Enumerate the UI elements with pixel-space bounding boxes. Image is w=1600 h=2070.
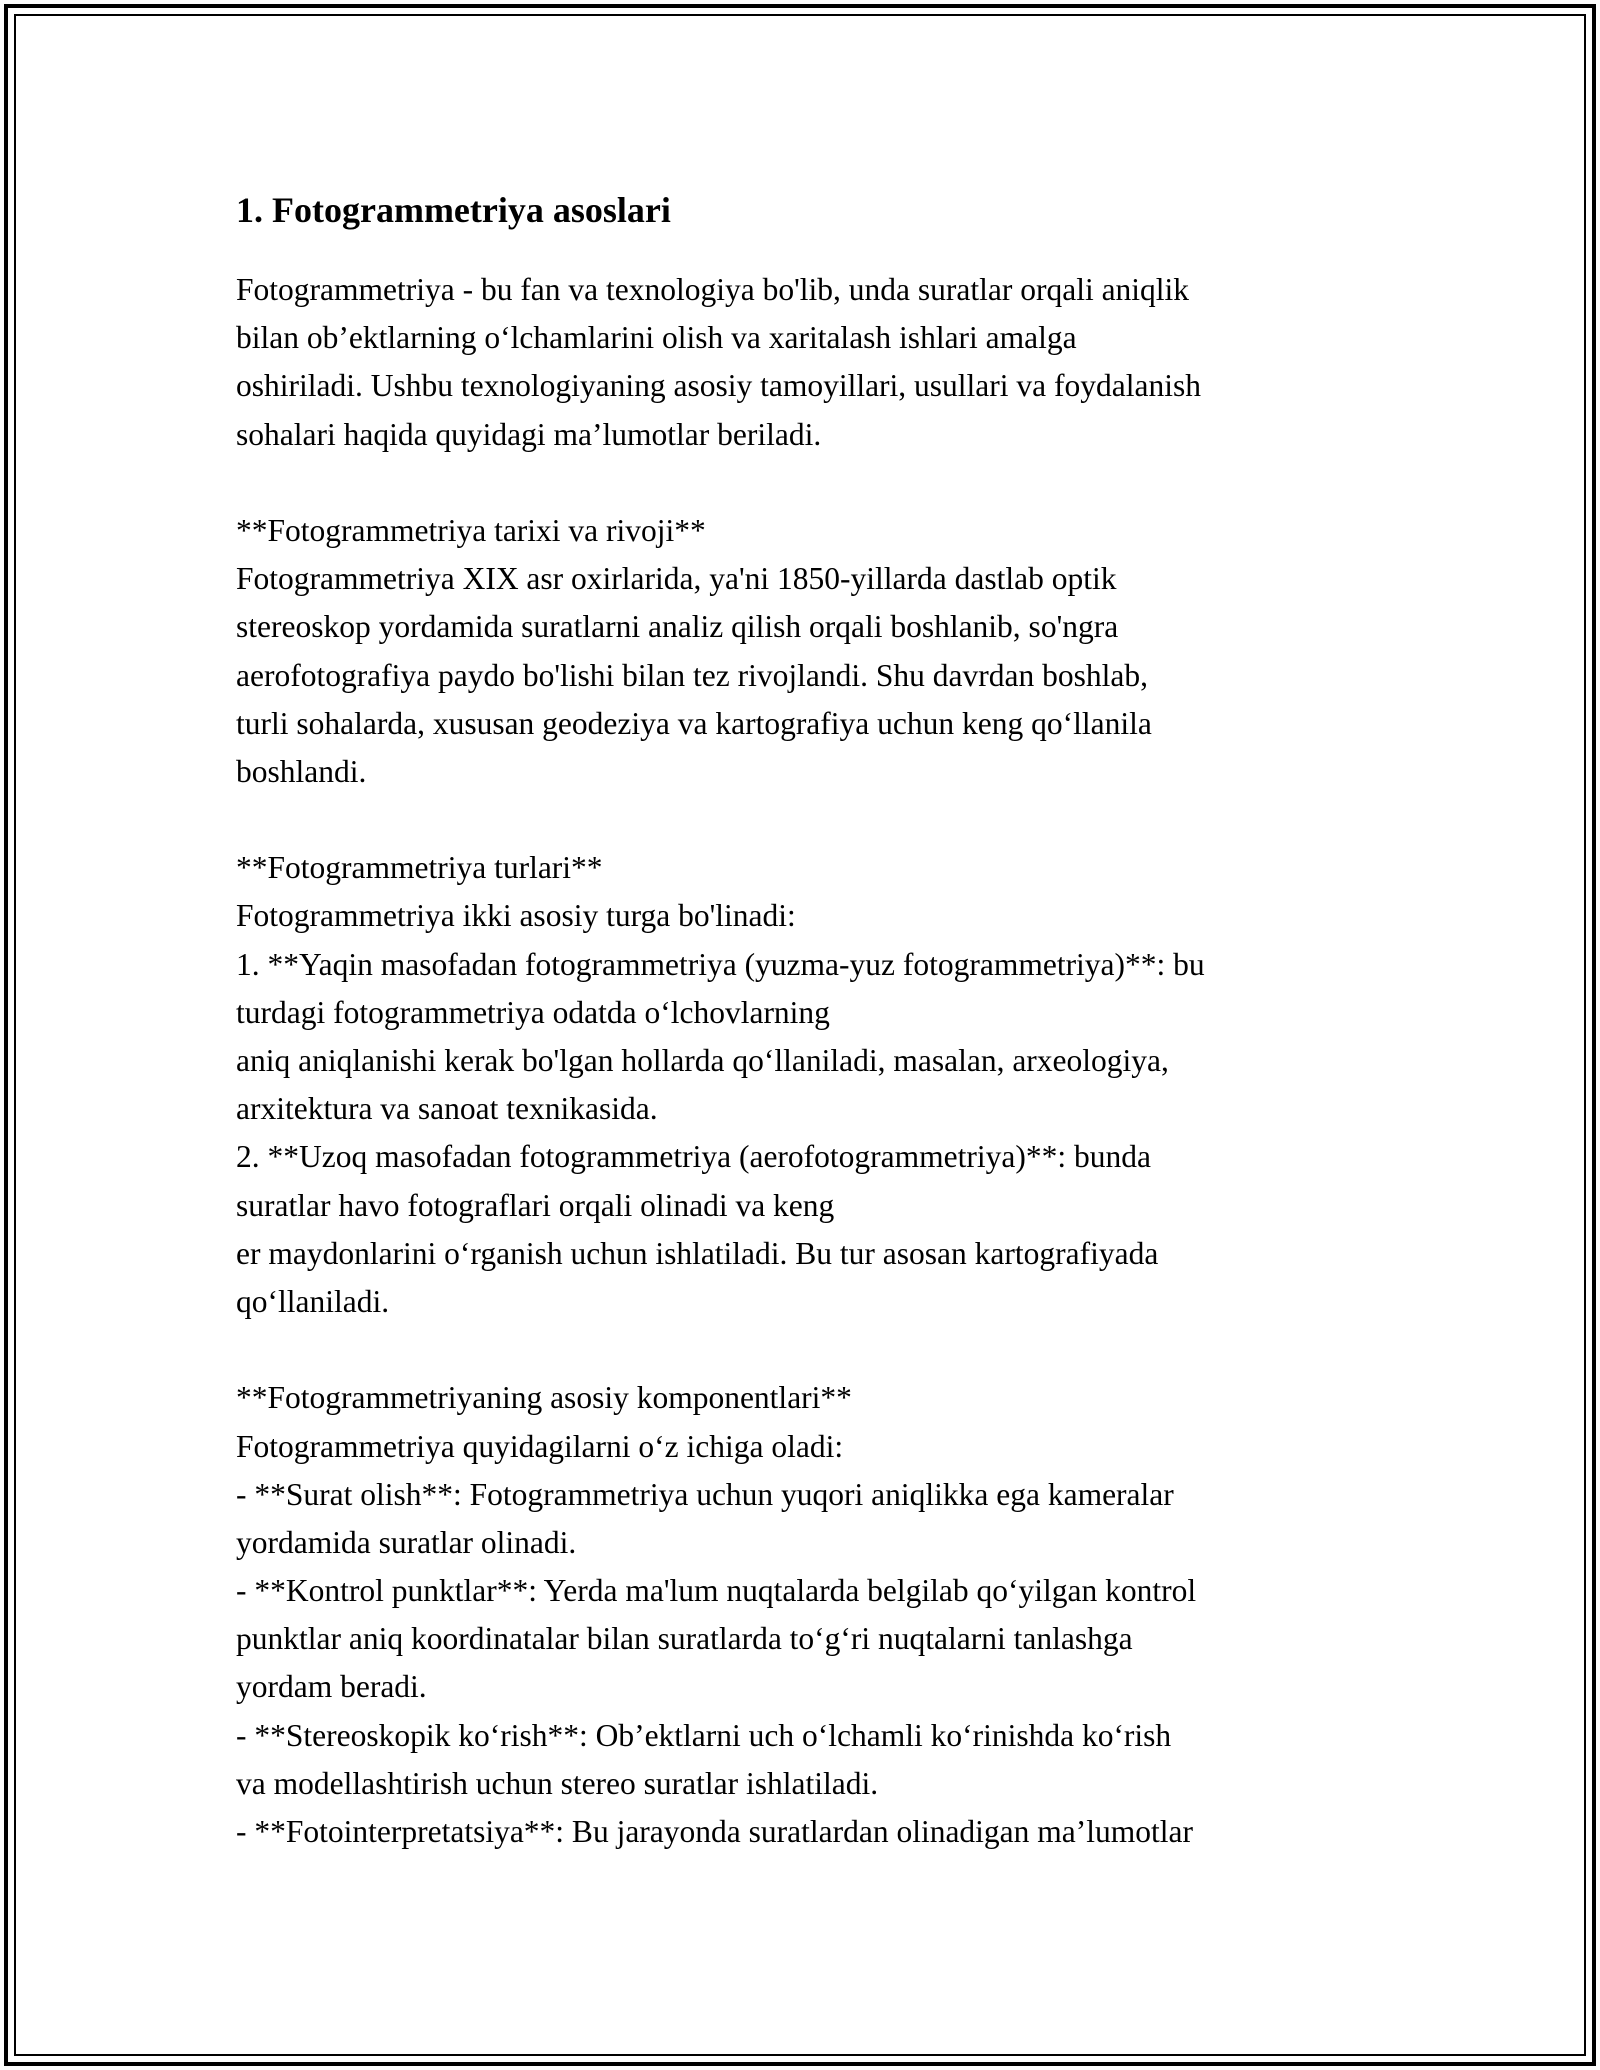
text-line: Fotogrammetriya ikki asosiy turga bo'linadi:	[236, 898, 796, 934]
text-line: 1. **Yaqin masofadan fotogrammetriya (yuzma-yuz fotogrammetriya)**: bu	[236, 946, 1205, 982]
text-line: aniq aniqlanishi kerak bo'lgan hollarda qo‘llaniladi, masalan, arxeologiya,	[236, 1043, 1169, 1078]
text-line: qo‘llaniladi.	[236, 1283, 390, 1319]
text-line: **Fotogrammetriya turlari**	[236, 850, 603, 886]
text-line: **Fotogrammetriya tarixi va rivoji**	[236, 512, 706, 548]
text-line: boshlandi.	[236, 753, 367, 789]
text-line: er maydonlarini o‘rganish uchun ishlatiladi. Bu tur asosan kartografiyada	[236, 1235, 1159, 1271]
text-line: turli sohalarda, xususan geodeziya va kartografiya uchun keng qo‘llanila	[236, 705, 1152, 741]
section-heading: 1. Fotogrammetriya asoslari	[236, 190, 671, 230]
blank-line	[236, 796, 1396, 844]
text-line: arxitektura va sanoat texnikasida.	[236, 1091, 658, 1127]
text-line: suratlar havo fotograflari orqali olinadi va keng	[236, 1187, 835, 1223]
text-line: - **Kontrol punktlar**: Yerda ma'lum nuqtalarda belgilab qo‘yilgan kontrol	[236, 1573, 1197, 1609]
text-line: bilan ob’ektlarning o‘lchamlarini olish va xaritalash ishlari amalga	[236, 320, 1077, 356]
text-line: sohalari haqida quyidagi ma’lumotlar beriladi.	[236, 416, 822, 452]
document-body	[236, 266, 1396, 1856]
text-line: 2. **Uzoq masofadan fotogrammetriya (aerofotogrammetriya)**: bunda	[236, 1139, 1151, 1175]
document-page	[236, 186, 1396, 1856]
text-line: oshiriladi. Ushbu texnologiyaning asosiy tamoyillari, usullari va foydalanish	[236, 368, 1201, 404]
text-line: yordam beradi.	[236, 1669, 427, 1705]
text-line: turdagi fotogrammetriya odatda o‘lchovlarning	[236, 994, 830, 1030]
text-line: - **Surat olish**: Fotogrammetriya uchun yuqori aniqlikka ega kameralar	[236, 1476, 1174, 1512]
text-line: - **Stereoskopik ko‘rish**: Ob’ektlarni uch o‘lchamli ko‘rinishda ko‘rish	[236, 1717, 1172, 1753]
text-line: punktlar aniq koordinatalar bilan suratlarda to‘g‘ri nuqtalarni tanlashga	[236, 1621, 1133, 1657]
text-line: Fotogrammetriya quyidagilarni o‘z ichiga oladi:	[236, 1428, 844, 1464]
text-line: yordamida suratlar olinadi.	[236, 1524, 577, 1560]
text-line: **Fotogrammetriyaning asosiy komponentlari**	[236, 1380, 852, 1416]
text-line: - **Fotointerpretatsiya**: Bu jarayonda suratlardan olinadigan ma’lumotlar	[236, 1814, 1193, 1849]
text-line: stereoskop yordamida suratlarni analiz qilish orqali boshlanib, so'ngra	[236, 609, 1119, 645]
text-line: va modellashtirish uchun stereo suratlar ishlatiladi.	[236, 1765, 879, 1801]
blank-line	[236, 459, 1396, 507]
text-line: Fotogrammetriya - bu fan va texnologiya bo'lib, unda suratlar orqali aniqlik	[236, 272, 1190, 307]
blank-line	[236, 1326, 1396, 1374]
text-line: aerofotografiya paydo bo'lishi bilan tez rivojlandi. Shu davrdan boshlab,	[236, 657, 1148, 693]
text-line: Fotogrammetriya XIX asr oxirlarida, ya'ni 1850-yillarda dastlab optik	[236, 561, 1117, 597]
